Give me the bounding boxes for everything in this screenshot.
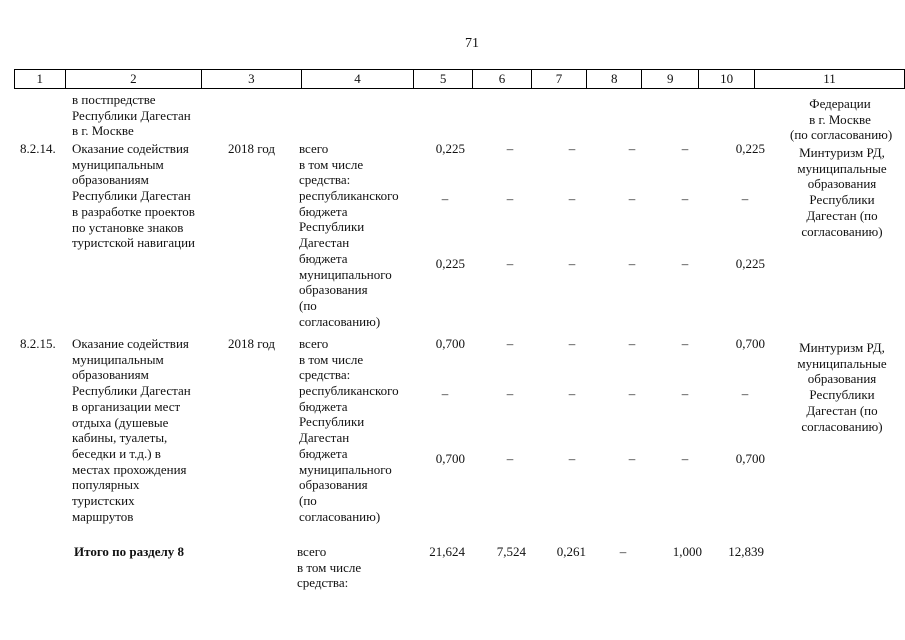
row-8-2-15--republic-col6: –	[506, 386, 514, 401]
page-number: 71	[465, 36, 479, 51]
header-cell-9: 9	[642, 70, 699, 89]
row-8-2-14--source-total: всего в том числе средства:	[299, 141, 364, 188]
row-8-2-14--municipal-col7: –	[568, 256, 576, 271]
row-8-2-14--municipal-col8: –	[628, 256, 636, 271]
row-8-2-14--total-col9: –	[681, 141, 689, 156]
row-8-2-15--total-col6: –	[506, 336, 514, 351]
row-8-2-14--republic-col5: –	[441, 191, 449, 206]
row-8-2-15--total-col5: 0,700	[435, 336, 465, 351]
row-8-2-14--republic-col7: –	[568, 191, 576, 206]
row-8-2-14--total-col5: 0,225	[435, 141, 465, 156]
row-8-2-14--year: 2018 год	[228, 141, 275, 156]
row-8-2-14--executor: Минтуризм РД, муниципальные образования Республики Дагестан (по согласованию)	[797, 145, 887, 239]
row-8-2-14--total-col8: –	[628, 141, 636, 156]
header-cell-8: 8	[587, 70, 642, 89]
row-8-2-15--municipal-col6: –	[506, 451, 514, 466]
continued-executor-text: Федерации в г. Москве (по согласованию)	[790, 96, 893, 143]
row-8-2-15--republic-col9: –	[681, 386, 689, 401]
row-8-2-15--republic-col7: –	[568, 386, 576, 401]
row-8-2-14--source-municipal: бюджета муниципального образования (по согласованию)	[299, 251, 392, 329]
summary-source: всего в том числе средства:	[297, 544, 362, 591]
row-8-2-14--republic-col10: –	[741, 191, 749, 206]
header-cell-5: 5	[414, 70, 473, 89]
row-8-2-14--republic-col6: –	[506, 191, 514, 206]
header-cell-6: 6	[473, 70, 532, 89]
row-8-2-15--source-total: всего в том числе средства:	[299, 336, 364, 383]
summary-col5: 21,624	[429, 544, 465, 559]
continued-measure-text: в постпредстве Республики Дагестан в г. Москве	[72, 92, 191, 139]
row-8-2-15--number: 8.2.15.	[20, 336, 56, 351]
header-cell-11: 11	[754, 70, 904, 89]
row-8-2-14--total-col6: –	[506, 141, 514, 156]
row-8-2-15--source-municipal: бюджета муниципального образования (по согласованию)	[299, 446, 392, 524]
row-8-2-14--number: 8.2.14.	[20, 141, 56, 156]
row-8-2-15--source-republic: республиканского бюджета Республики Дагестан	[299, 383, 399, 446]
header-cell-10: 10	[699, 70, 755, 89]
table-header	[14, 69, 905, 89]
row-8-2-15--municipal-col8: –	[628, 451, 636, 466]
row-8-2-15--municipal-col10: 0,700	[735, 451, 765, 466]
row-8-2-15--municipal-col9: –	[681, 451, 689, 466]
row-8-2-15--republic-col8: –	[628, 386, 636, 401]
header-cell-2: 2	[65, 70, 202, 89]
header-cell-7: 7	[531, 70, 586, 89]
row-8-2-14--municipal-col5: 0,225	[435, 256, 465, 271]
row-8-2-15--republic-col5: –	[441, 386, 449, 401]
row-8-2-15--executor: Минтуризм РД, муниципальные образования Республики Дагестан (по согласованию)	[797, 340, 887, 434]
row-8-2-15--republic-col10: –	[741, 386, 749, 401]
summary-col6: 7,524	[496, 544, 526, 559]
row-8-2-15--year: 2018 год	[228, 336, 275, 351]
row-8-2-15--municipal-col7: –	[568, 451, 576, 466]
row-8-2-14--measure: Оказание содействия муниципальным образованиям Республики Дагестан в разработке проектов по установке знаков туристской навигации	[72, 141, 196, 251]
row-8-2-14--municipal-col10: 0,225	[735, 256, 765, 271]
header-cell-3: 3	[202, 70, 302, 89]
row-8-2-15--municipal-col5: 0,700	[435, 451, 465, 466]
row-8-2-15--measure: Оказание содействия муниципальным образованиям Республики Дагестан в организации мест отдыха (душевые кабины, туалеты, беседки и т.д.) в местах прохождения популярных туристских маршрутов	[72, 336, 191, 524]
row-8-2-15--total-col7: –	[568, 336, 576, 351]
summary-label: Итого по разделу 8	[74, 544, 185, 559]
row-8-2-14--municipal-col9: –	[681, 256, 689, 271]
header-cell-1: 1	[15, 70, 66, 89]
row-8-2-14--total-col7: –	[568, 141, 576, 156]
row-8-2-14--republic-col8: –	[628, 191, 636, 206]
row-8-2-15--total-col9: –	[681, 336, 689, 351]
row-8-2-14--total-col10: 0,225	[735, 141, 765, 156]
summary-col8: –	[619, 544, 627, 559]
summary-col9: 1,000	[672, 544, 702, 559]
row-8-2-15--total-col8: –	[628, 336, 636, 351]
row-8-2-14--municipal-col6: –	[506, 256, 514, 271]
summary-col10: 12,839	[728, 544, 764, 559]
summary-col7: 0,261	[556, 544, 586, 559]
row-8-2-14--source-republic: республиканского бюджета Республики Дагестан	[299, 188, 399, 251]
row-8-2-15--total-col10: 0,700	[735, 336, 765, 351]
header-cell-4: 4	[301, 70, 414, 89]
row-8-2-14--republic-col9: –	[681, 191, 689, 206]
